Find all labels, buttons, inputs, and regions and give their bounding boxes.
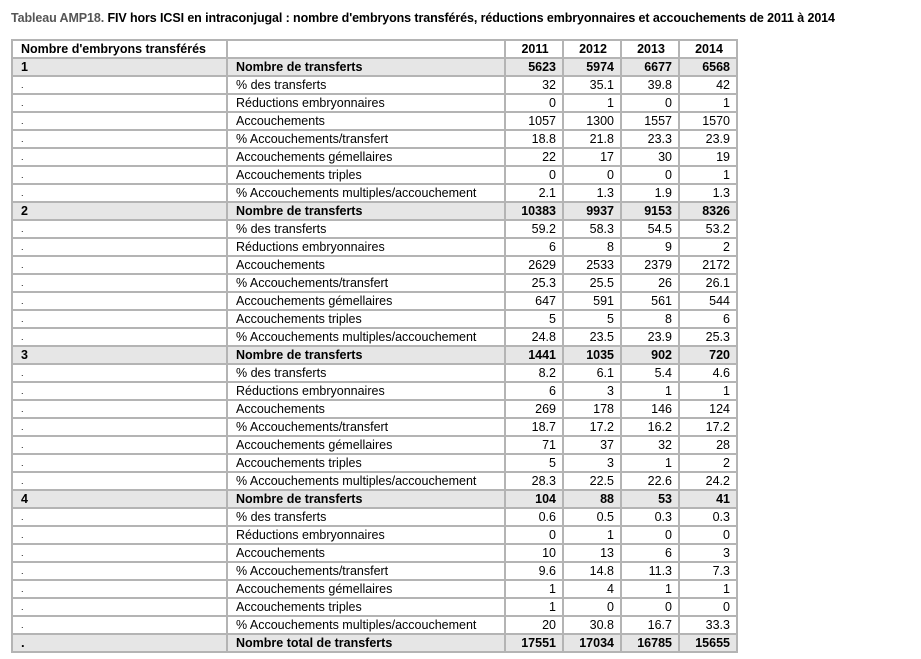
value-cell: 5 xyxy=(505,454,563,472)
table-row xyxy=(12,148,737,166)
indicator-label: Accouchements gémellaires xyxy=(227,436,505,454)
placeholder-dot: . xyxy=(12,238,227,256)
value-cell: 0.6 xyxy=(505,508,563,526)
indicator-label: % Accouchements/transfert xyxy=(227,274,505,292)
value-cell: 146 xyxy=(621,400,679,418)
placeholder-dot: . xyxy=(12,580,227,598)
header-embryos: Nombre d'embryons transférés xyxy=(12,40,227,58)
data-table xyxy=(11,39,738,653)
value-cell: 1 xyxy=(679,382,737,400)
value-cell: 2172 xyxy=(679,256,737,274)
value-cell: 23.3 xyxy=(621,130,679,148)
value-cell: 544 xyxy=(679,292,737,310)
placeholder-dot: . xyxy=(12,526,227,544)
value-cell: 2 xyxy=(679,454,737,472)
table-row xyxy=(12,274,737,292)
value-cell: 19 xyxy=(679,148,737,166)
value-cell: 124 xyxy=(679,400,737,418)
indicator-label: Réductions embryonnaires xyxy=(227,526,505,544)
placeholder-dot: . xyxy=(12,544,227,562)
value-cell: 1035 xyxy=(563,346,621,364)
value-cell: 6568 xyxy=(679,58,737,76)
indicator-label: Accouchements gémellaires xyxy=(227,292,505,310)
value-cell: 0 xyxy=(621,598,679,616)
placeholder-dot: . xyxy=(12,94,227,112)
indicator-label: % des transferts xyxy=(227,220,505,238)
value-cell: 5623 xyxy=(505,58,563,76)
value-cell: 26.1 xyxy=(679,274,737,292)
table-row xyxy=(12,616,737,634)
value-cell: 32 xyxy=(621,436,679,454)
value-cell: 22.5 xyxy=(563,472,621,490)
value-cell: 0 xyxy=(621,526,679,544)
value-cell: 1 xyxy=(621,454,679,472)
value-cell: 0 xyxy=(679,598,737,616)
indicator-label: Nombre de transferts xyxy=(227,58,505,76)
value-cell: 178 xyxy=(563,400,621,418)
placeholder-dot: . xyxy=(12,418,227,436)
indicator-label: Accouchements xyxy=(227,256,505,274)
value-cell: 1 xyxy=(505,580,563,598)
value-cell: 6 xyxy=(679,310,737,328)
header-row xyxy=(12,40,737,58)
value-cell: 58.3 xyxy=(563,220,621,238)
indicator-label: % Accouchements/transfert xyxy=(227,130,505,148)
value-cell: 22 xyxy=(505,148,563,166)
value-cell: 9.6 xyxy=(505,562,563,580)
value-cell: 720 xyxy=(679,346,737,364)
value-cell: 1057 xyxy=(505,112,563,130)
table-row xyxy=(12,94,737,112)
value-cell: 1 xyxy=(563,526,621,544)
value-cell: 1557 xyxy=(621,112,679,130)
indicator-label: % Accouchements multiples/accouchement xyxy=(227,472,505,490)
group-row xyxy=(12,202,737,220)
value-cell: 0 xyxy=(621,166,679,184)
value-cell: 39.8 xyxy=(621,76,679,94)
placeholder-dot: . xyxy=(12,616,227,634)
value-cell: 8326 xyxy=(679,202,737,220)
placeholder-dot: . xyxy=(12,328,227,346)
header-year: 2012 xyxy=(563,40,621,58)
value-cell: 30 xyxy=(621,148,679,166)
value-cell: 88 xyxy=(563,490,621,508)
value-cell: 22.6 xyxy=(621,472,679,490)
value-cell: 8 xyxy=(621,310,679,328)
group-row xyxy=(12,346,737,364)
table-row xyxy=(12,184,737,202)
value-cell: 10 xyxy=(505,544,563,562)
table-row xyxy=(12,562,737,580)
value-cell: 24.8 xyxy=(505,328,563,346)
value-cell: 0.3 xyxy=(679,508,737,526)
placeholder-dot: . xyxy=(12,364,227,382)
value-cell: 0 xyxy=(505,526,563,544)
value-cell: 17.2 xyxy=(563,418,621,436)
indicator-label: Accouchements triples xyxy=(227,598,505,616)
value-cell: 4.6 xyxy=(679,364,737,382)
indicator-label: % des transferts xyxy=(227,364,505,382)
value-cell: 25.3 xyxy=(505,274,563,292)
value-cell: 0 xyxy=(679,526,737,544)
embryo-count: 3 xyxy=(12,346,227,364)
value-cell: 28 xyxy=(679,436,737,454)
placeholder-dot: . xyxy=(12,400,227,418)
value-cell: 37 xyxy=(563,436,621,454)
table-row xyxy=(12,220,737,238)
table-row xyxy=(12,418,737,436)
table-row xyxy=(12,76,737,94)
value-cell: 1.3 xyxy=(563,184,621,202)
value-cell: 25.5 xyxy=(563,274,621,292)
value-cell: 59.2 xyxy=(505,220,563,238)
value-cell: 0 xyxy=(505,94,563,112)
placeholder-dot: . xyxy=(12,454,227,472)
value-cell: 902 xyxy=(621,346,679,364)
indicator-label: Réductions embryonnaires xyxy=(227,238,505,256)
value-cell: 24.2 xyxy=(679,472,737,490)
total-value: 16785 xyxy=(621,634,679,652)
value-cell: 6 xyxy=(505,382,563,400)
value-cell: 1 xyxy=(563,94,621,112)
value-cell: 17.2 xyxy=(679,418,737,436)
value-cell: 10383 xyxy=(505,202,563,220)
embryo-count: 4 xyxy=(12,490,227,508)
value-cell: 13 xyxy=(563,544,621,562)
value-cell: 104 xyxy=(505,490,563,508)
indicator-label: Accouchements triples xyxy=(227,166,505,184)
placeholder-dot: . xyxy=(12,598,227,616)
indicator-label: % Accouchements/transfert xyxy=(227,418,505,436)
placeholder-dot: . xyxy=(12,166,227,184)
value-cell: 11.3 xyxy=(621,562,679,580)
total-value: 17034 xyxy=(563,634,621,652)
table-title xyxy=(11,11,835,25)
value-cell: 53.2 xyxy=(679,220,737,238)
value-cell: 1.3 xyxy=(679,184,737,202)
value-cell: 1 xyxy=(505,598,563,616)
value-cell: 4 xyxy=(563,580,621,598)
table-row xyxy=(12,238,737,256)
placeholder-dot: . xyxy=(12,508,227,526)
value-cell: 26 xyxy=(621,274,679,292)
placeholder-dot: . xyxy=(12,112,227,130)
value-cell: 6677 xyxy=(621,58,679,76)
value-cell: 1 xyxy=(621,382,679,400)
header-year: 2011 xyxy=(505,40,563,58)
placeholder-dot: . xyxy=(12,436,227,454)
indicator-label: Réductions embryonnaires xyxy=(227,382,505,400)
total-label: Nombre total de transferts xyxy=(227,634,505,652)
total-value: 17551 xyxy=(505,634,563,652)
indicator-label: % Accouchements multiples/accouchement xyxy=(227,328,505,346)
value-cell: 647 xyxy=(505,292,563,310)
table-row xyxy=(12,256,737,274)
value-cell: 42 xyxy=(679,76,737,94)
value-cell: 2379 xyxy=(621,256,679,274)
value-cell: 8.2 xyxy=(505,364,563,382)
value-cell: 6 xyxy=(621,544,679,562)
table-row xyxy=(12,112,737,130)
indicator-label: Accouchements xyxy=(227,400,505,418)
value-cell: 1 xyxy=(679,580,737,598)
header-year: 2013 xyxy=(621,40,679,58)
table-caption: FIV hors ICSI en intraconjugal : nombre d'embryons transférés, réductions embryonnaires et accouchements de 2011 à 2014 xyxy=(104,11,835,25)
value-cell: 23.9 xyxy=(679,130,737,148)
value-cell: 71 xyxy=(505,436,563,454)
value-cell: 25.3 xyxy=(679,328,737,346)
table-row xyxy=(12,130,737,148)
value-cell: 3 xyxy=(679,544,737,562)
value-cell: 30.8 xyxy=(563,616,621,634)
table-row xyxy=(12,526,737,544)
value-cell: 0 xyxy=(563,166,621,184)
total-row xyxy=(12,634,737,652)
placeholder-dot: . xyxy=(12,148,227,166)
indicator-label: % des transferts xyxy=(227,508,505,526)
value-cell: 35.1 xyxy=(563,76,621,94)
table-row xyxy=(12,292,737,310)
value-cell: 9937 xyxy=(563,202,621,220)
value-cell: 5 xyxy=(563,310,621,328)
value-cell: 0.5 xyxy=(563,508,621,526)
placeholder-dot: . xyxy=(12,256,227,274)
value-cell: 20 xyxy=(505,616,563,634)
value-cell: 0 xyxy=(621,94,679,112)
value-cell: 5974 xyxy=(563,58,621,76)
indicator-label: Accouchements gémellaires xyxy=(227,148,505,166)
value-cell: 33.3 xyxy=(679,616,737,634)
value-cell: 3 xyxy=(563,382,621,400)
table-row xyxy=(12,382,737,400)
indicator-label: Accouchements xyxy=(227,112,505,130)
value-cell: 9 xyxy=(621,238,679,256)
indicator-label: % Accouchements multiples/accouchement xyxy=(227,616,505,634)
value-cell: 1441 xyxy=(505,346,563,364)
table-row xyxy=(12,508,737,526)
value-cell: 53 xyxy=(621,490,679,508)
value-cell: 16.2 xyxy=(621,418,679,436)
placeholder-dot: . xyxy=(12,274,227,292)
value-cell: 2 xyxy=(679,238,737,256)
placeholder-dot: . xyxy=(12,634,227,652)
embryo-count: 1 xyxy=(12,58,227,76)
indicator-label: Réductions embryonnaires xyxy=(227,94,505,112)
value-cell: 1300 xyxy=(563,112,621,130)
value-cell: 1 xyxy=(621,580,679,598)
placeholder-dot: . xyxy=(12,292,227,310)
value-cell: 18.8 xyxy=(505,130,563,148)
value-cell: 591 xyxy=(563,292,621,310)
indicator-label: Nombre de transferts xyxy=(227,346,505,364)
value-cell: 23.5 xyxy=(563,328,621,346)
indicator-label: Accouchements triples xyxy=(227,454,505,472)
value-cell: 5 xyxy=(505,310,563,328)
value-cell: 1 xyxy=(679,94,737,112)
value-cell: 16.7 xyxy=(621,616,679,634)
value-cell: 41 xyxy=(679,490,737,508)
placeholder-dot: . xyxy=(12,130,227,148)
value-cell: 1.9 xyxy=(621,184,679,202)
table-row xyxy=(12,400,737,418)
indicator-label: Accouchements triples xyxy=(227,310,505,328)
placeholder-dot: . xyxy=(12,310,227,328)
value-cell: 18.7 xyxy=(505,418,563,436)
table-row xyxy=(12,436,737,454)
value-cell: 17 xyxy=(563,148,621,166)
indicator-label: Nombre de transferts xyxy=(227,202,505,220)
table-row xyxy=(12,364,737,382)
value-cell: 0 xyxy=(563,598,621,616)
value-cell: 3 xyxy=(563,454,621,472)
value-cell: 561 xyxy=(621,292,679,310)
value-cell: 1570 xyxy=(679,112,737,130)
value-cell: 14.8 xyxy=(563,562,621,580)
table-row xyxy=(12,310,737,328)
table-row xyxy=(12,328,737,346)
indicator-label: % Accouchements multiples/accouchement xyxy=(227,184,505,202)
value-cell: 54.5 xyxy=(621,220,679,238)
value-cell: 2629 xyxy=(505,256,563,274)
table-row xyxy=(12,472,737,490)
header-indicator xyxy=(227,40,505,58)
indicator-label: Nombre de transferts xyxy=(227,490,505,508)
group-row xyxy=(12,58,737,76)
placeholder-dot: . xyxy=(12,184,227,202)
value-cell: 2533 xyxy=(563,256,621,274)
placeholder-dot: . xyxy=(12,76,227,94)
table-row xyxy=(12,544,737,562)
value-cell: 6 xyxy=(505,238,563,256)
total-value: 15655 xyxy=(679,634,737,652)
value-cell: 7.3 xyxy=(679,562,737,580)
indicator-label: Accouchements gémellaires xyxy=(227,580,505,598)
value-cell: 32 xyxy=(505,76,563,94)
table-row xyxy=(12,598,737,616)
value-cell: 269 xyxy=(505,400,563,418)
placeholder-dot: . xyxy=(12,220,227,238)
placeholder-dot: . xyxy=(12,562,227,580)
value-cell: 5.4 xyxy=(621,364,679,382)
value-cell: 0 xyxy=(505,166,563,184)
value-cell: 28.3 xyxy=(505,472,563,490)
header-year: 2014 xyxy=(679,40,737,58)
value-cell: 23.9 xyxy=(621,328,679,346)
group-row xyxy=(12,490,737,508)
value-cell: 0.3 xyxy=(621,508,679,526)
value-cell: 6.1 xyxy=(563,364,621,382)
table-row xyxy=(12,166,737,184)
value-cell: 9153 xyxy=(621,202,679,220)
placeholder-dot: . xyxy=(12,472,227,490)
value-cell: 1 xyxy=(679,166,737,184)
table-number: Tableau AMP18. xyxy=(11,11,105,25)
table-row xyxy=(12,454,737,472)
value-cell: 8 xyxy=(563,238,621,256)
indicator-label: Accouchements xyxy=(227,544,505,562)
table-row xyxy=(12,580,737,598)
indicator-label: % Accouchements/transfert xyxy=(227,562,505,580)
placeholder-dot: . xyxy=(12,382,227,400)
indicator-label: % des transferts xyxy=(227,76,505,94)
value-cell: 2.1 xyxy=(505,184,563,202)
embryo-count: 2 xyxy=(12,202,227,220)
value-cell: 21.8 xyxy=(563,130,621,148)
